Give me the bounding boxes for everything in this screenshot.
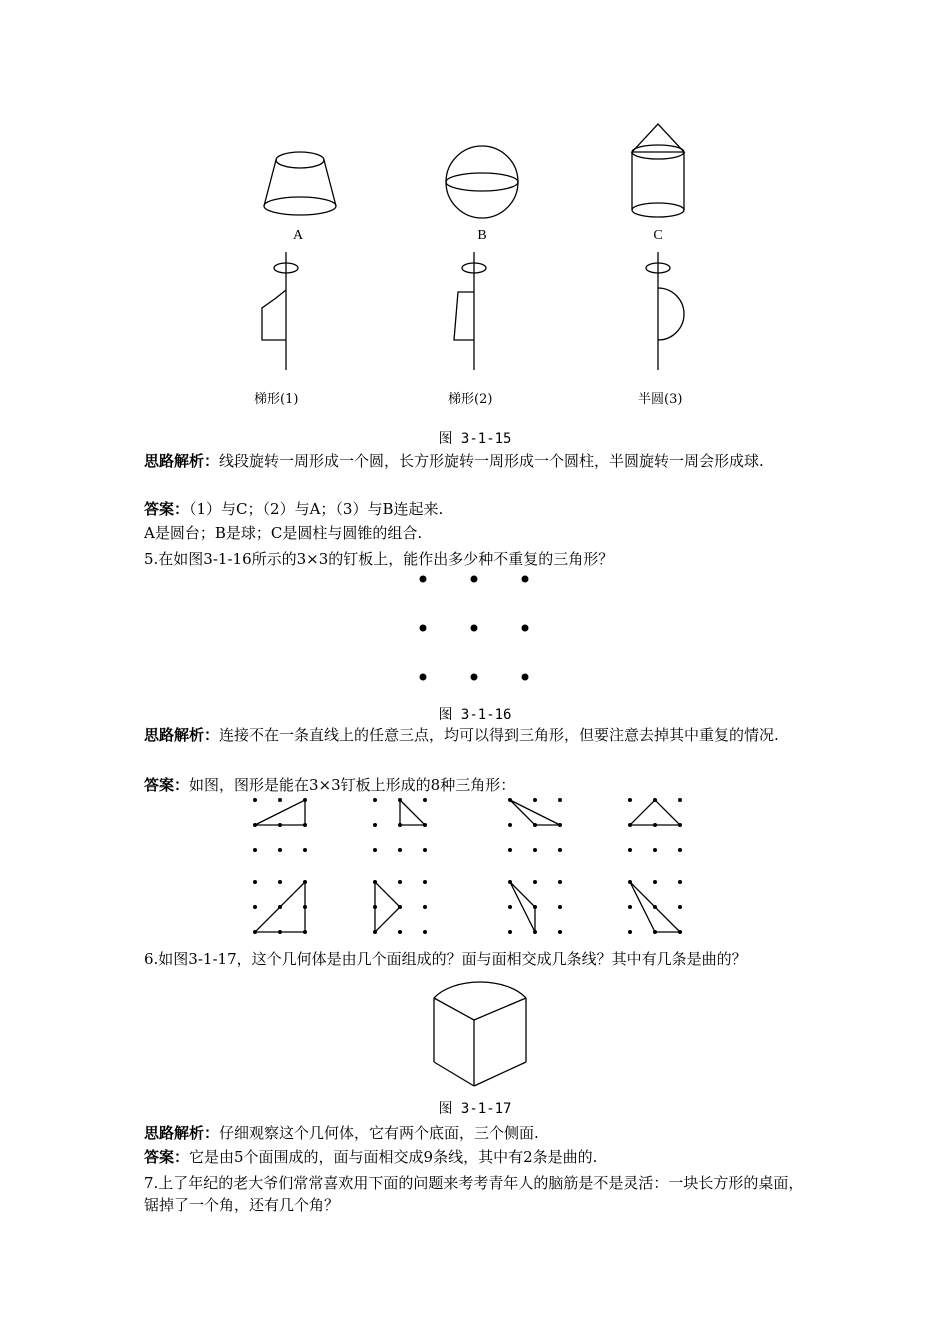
q6-analysis [144, 1122, 810, 1144]
figure-caption-15: 图 3-1-15 [438, 431, 512, 447]
peg [628, 880, 632, 884]
answer-text: （1）与C；（2）与A；（3）与B连起来. [189, 500, 444, 518]
peg [253, 823, 257, 827]
peg [508, 823, 512, 827]
peg [628, 798, 632, 802]
plane-label-1: 梯形(1) [254, 392, 299, 407]
peg [253, 905, 257, 909]
peg [253, 930, 257, 934]
peg [303, 905, 307, 909]
q6-question: 6.如图3-1-17，这个几何体是由几个面组成的？面与面相交成几条线？其中有几条是曲的？ [144, 950, 747, 968]
triangle-board-1 [250, 795, 310, 855]
q5-question: 5.在如图3-1-16所示的3×3的钉板上，能作出多少种不重复的三角形？ [144, 550, 614, 568]
solid-label-b: B [477, 228, 487, 243]
pegboard-3x3 [418, 574, 530, 686]
peg [508, 798, 512, 802]
analysis-text: 仔细观察这个几何体，它有两个底面，三个侧面. [219, 1124, 539, 1142]
peg [558, 798, 562, 802]
peg [653, 798, 657, 802]
analysis-label: 思路解析： [144, 452, 220, 470]
peg [678, 798, 682, 802]
peg [373, 798, 377, 802]
peg [508, 880, 512, 884]
peg [398, 930, 402, 934]
figure-caption-17: 图 3-1-17 [438, 1101, 512, 1117]
peg [373, 930, 377, 934]
analysis-text: 连接不在一条直线上的任意三点，均可以得到三角形，但要注意去掉其中重复的情况. [219, 726, 779, 744]
peg [678, 848, 682, 852]
solid-label-a: A [292, 228, 304, 243]
peg [398, 848, 402, 852]
plane-label-2: 梯形(2) [448, 392, 493, 407]
peg [278, 930, 282, 934]
peg [398, 905, 402, 909]
answer-label: 答案： [144, 1148, 190, 1166]
triangle-grid [250, 795, 710, 935]
peg [628, 905, 632, 909]
trapezoid-axis-1 [250, 252, 310, 372]
peg [558, 880, 562, 884]
q7-question: 7.上了年纪的老大爷们常常喜欢用下面的问题来考考青年人的脑筋是不是灵活：一块长方形的桌面，锯掉了一个角，还有几个角？ [144, 1174, 804, 1214]
triangle-7 [510, 882, 535, 932]
peg [508, 930, 512, 934]
triangle-board-6 [370, 877, 430, 937]
answer-text: 如图，图形是能在3×3钉板上形成的8种三角形： [189, 776, 516, 794]
peg [423, 905, 427, 909]
peg [423, 848, 427, 852]
peg [628, 823, 632, 827]
answer-text: 它是由5个面围成的，面与面相交成9条线，其中有2条是曲的. [189, 1148, 598, 1166]
triangle-6 [375, 882, 400, 932]
triangle-board-5 [250, 877, 310, 937]
triangle-board-3 [505, 795, 565, 855]
peg [558, 823, 562, 827]
triangle-2 [400, 800, 425, 825]
peg [423, 930, 427, 934]
peg [278, 848, 282, 852]
q5-answer [144, 774, 810, 796]
peg [653, 823, 657, 827]
peg [653, 905, 657, 909]
peg [678, 880, 682, 884]
peg [678, 930, 682, 934]
plane-label-3: 半圆(3) [638, 392, 683, 407]
q6-answer [144, 1146, 810, 1168]
peg [678, 905, 682, 909]
triangle-1 [255, 800, 305, 825]
peg [508, 905, 512, 909]
trapezoid-axis-2 [440, 252, 500, 372]
triangle-3 [510, 800, 560, 825]
peg [398, 823, 402, 827]
peg [253, 880, 257, 884]
peg [373, 880, 377, 884]
q4-analysis [144, 450, 810, 472]
sphere-solid-b [444, 144, 520, 220]
peg [628, 930, 632, 934]
triangle-4 [630, 800, 680, 825]
analysis-text: 线段旋转一周形成一个圆，长方形旋转一周形成一个圆柱，半圆旋转一周会形成球. [219, 452, 764, 470]
peg [278, 798, 282, 802]
q5-analysis [144, 724, 810, 746]
answer-label: 答案： [144, 500, 190, 518]
peg [253, 848, 257, 852]
triangle-board-7 [505, 877, 565, 937]
peg [373, 823, 377, 827]
peg [533, 823, 537, 827]
answer-label: 答案： [144, 776, 190, 794]
peg [398, 798, 402, 802]
peg [423, 798, 427, 802]
peg [253, 798, 257, 802]
triangle-board-2 [370, 795, 430, 855]
peg [423, 823, 427, 827]
peg [558, 930, 562, 934]
peg [558, 848, 562, 852]
peg [303, 798, 307, 802]
solid-label-c: C [653, 228, 663, 243]
peg [628, 848, 632, 852]
semicircle-axis-3 [636, 252, 696, 372]
q4-answer [144, 498, 810, 520]
peg [398, 880, 402, 884]
peg [508, 848, 512, 852]
peg [373, 848, 377, 852]
peg [303, 930, 307, 934]
peg [303, 823, 307, 827]
peg [373, 905, 377, 909]
peg [653, 930, 657, 934]
peg [533, 905, 537, 909]
triangle-board-4 [625, 795, 685, 855]
peg [533, 798, 537, 802]
peg [653, 880, 657, 884]
peg [533, 848, 537, 852]
triangle-board-8 [625, 877, 685, 937]
frustum-solid-a [260, 148, 340, 218]
peg [558, 905, 562, 909]
peg [278, 880, 282, 884]
cylinder-cone-solid-c [628, 122, 688, 222]
peg [678, 823, 682, 827]
peg [423, 880, 427, 884]
quarter-cylinder-solid [430, 970, 530, 1090]
figure-caption-16: 图 3-1-16 [438, 707, 512, 723]
analysis-label: 思路解析： [144, 726, 220, 744]
peg [278, 823, 282, 827]
peg [533, 880, 537, 884]
peg [278, 905, 282, 909]
analysis-label: 思路解析： [144, 1124, 220, 1142]
peg [653, 848, 657, 852]
peg [303, 880, 307, 884]
peg [533, 930, 537, 934]
peg [303, 848, 307, 852]
q4-answer-line2: A是圆台；B是球；C是圆柱与圆锥的组合. [144, 524, 423, 542]
